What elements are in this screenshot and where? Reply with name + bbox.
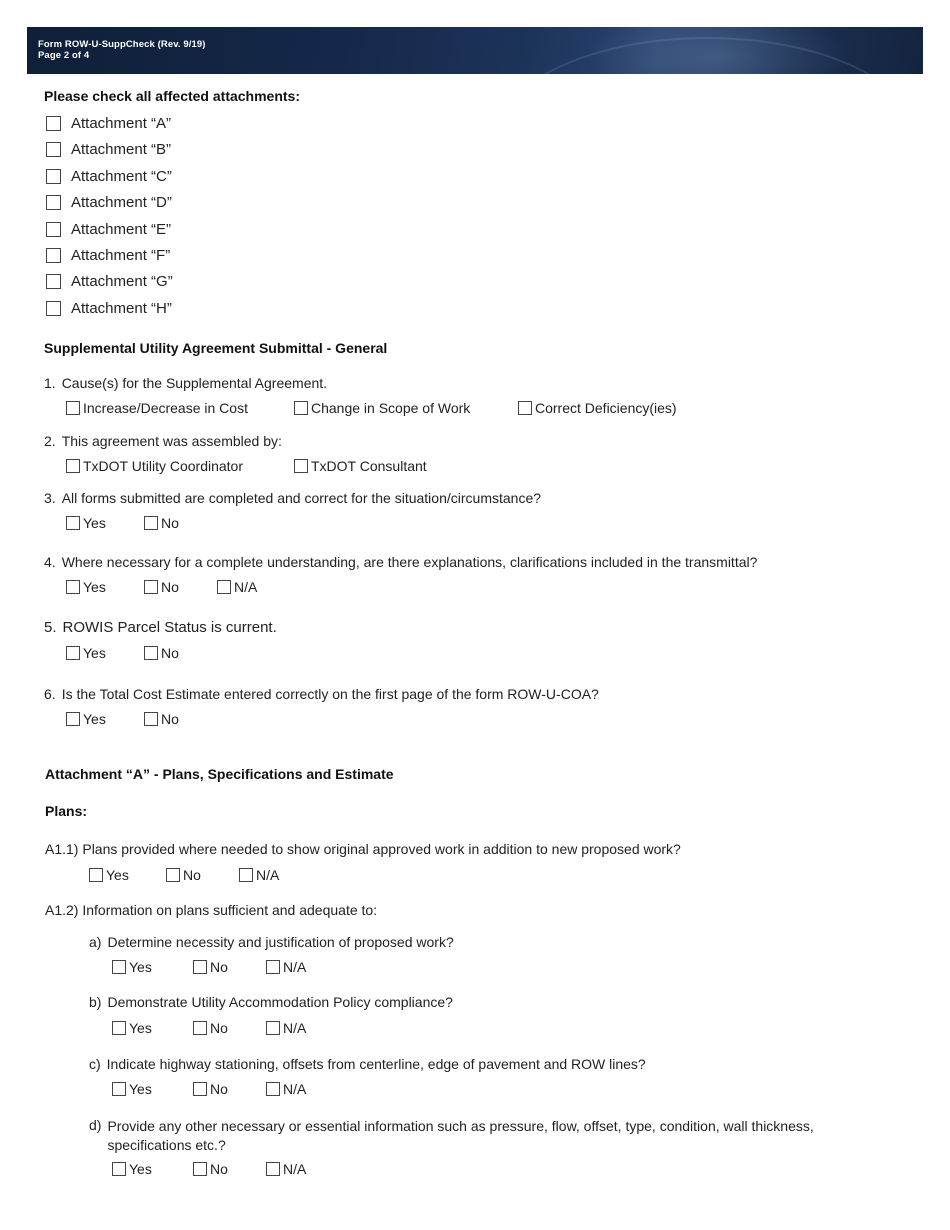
- option-label: No: [210, 1020, 228, 1036]
- subquestion-text: Demonstrate Utility Accommodation Policy compliance?: [107, 994, 453, 1010]
- question-4-options: [66, 579, 257, 595]
- option-correct-deficiency[interactable]: [518, 400, 677, 416]
- question-number: 3.: [44, 490, 56, 506]
- option-yes[interactable]: [112, 1161, 193, 1177]
- question-number: A1.1): [45, 841, 79, 857]
- option-no[interactable]: [144, 645, 179, 661]
- checkbox-icon[interactable]: [266, 960, 280, 974]
- subquestion-letter: a): [89, 934, 102, 950]
- option-increase-decrease-cost[interactable]: [66, 400, 294, 416]
- option-na[interactable]: [239, 867, 279, 883]
- question-5: [44, 619, 277, 636]
- checkbox-icon[interactable]: [144, 580, 158, 594]
- form-title: Form ROW-U-SuppCheck (Rev. 9/19): [38, 39, 206, 50]
- question-a1-1-options: [89, 867, 279, 883]
- question-2: [44, 433, 282, 449]
- checkbox-icon[interactable]: [46, 274, 61, 289]
- question-4: [44, 554, 757, 570]
- question-text: Cause(s) for the Supplemental Agreement.: [61, 375, 328, 391]
- checkbox-icon[interactable]: [46, 116, 61, 131]
- checkbox-icon[interactable]: [193, 1082, 207, 1096]
- attachment-f-checkbox[interactable]: [46, 247, 170, 264]
- option-na[interactable]: [217, 579, 257, 595]
- attachment-h-checkbox[interactable]: [46, 300, 172, 317]
- subquestion-text: Provide any other necessary or essential information such as pressure, flow, offset, type, condition, wall thickness, specifications etc.?: [107, 1118, 814, 1153]
- subquestion-d-options: [112, 1161, 306, 1177]
- attachment-g-checkbox[interactable]: [46, 273, 173, 290]
- question-1-options: [66, 400, 677, 416]
- option-label: Yes: [129, 959, 152, 975]
- option-label: No: [210, 1161, 228, 1177]
- option-yes[interactable]: [66, 711, 144, 727]
- attachment-label: Attachment “H”: [71, 300, 172, 317]
- question-text: Is the Total Cost Estimate entered correctly on the first page of the form ROW-U-COA?: [61, 686, 599, 702]
- plans-heading: Plans:: [45, 803, 88, 819]
- checkbox-icon[interactable]: [66, 646, 80, 660]
- option-label: Yes: [129, 1081, 152, 1097]
- checkbox-icon[interactable]: [193, 1162, 207, 1176]
- checkbox-icon[interactable]: [89, 868, 103, 882]
- option-no[interactable]: [144, 711, 179, 727]
- option-label: N/A: [283, 959, 307, 975]
- option-yes[interactable]: [112, 1020, 193, 1036]
- checkbox-icon[interactable]: [66, 580, 80, 594]
- attachment-b-checkbox[interactable]: [46, 141, 171, 158]
- checkbox-icon[interactable]: [46, 169, 61, 184]
- option-na[interactable]: [266, 1161, 306, 1177]
- subquestion-c-options: [112, 1081, 306, 1097]
- option-label: No: [161, 515, 179, 531]
- attachment-a-heading: Attachment “A” - Plans, Specifications and Estimate: [45, 766, 394, 782]
- subquestion-d: [89, 1117, 867, 1155]
- question-text: Information on plans sufficient and adequate to:: [82, 902, 378, 918]
- option-label: No: [161, 711, 179, 727]
- question-text: All forms submitted are completed and correct for the situation/circumstance?: [61, 490, 542, 506]
- option-label: No: [161, 579, 179, 595]
- option-yes[interactable]: [112, 959, 193, 975]
- question-number: A1.2): [45, 902, 79, 918]
- subquestion-b-options: [112, 1020, 306, 1036]
- question-3: [44, 490, 541, 506]
- option-label: No: [210, 959, 228, 975]
- option-no[interactable]: [193, 1081, 266, 1097]
- attachment-label: Attachment “G”: [71, 273, 173, 290]
- header-arc-decoration: [497, 37, 917, 74]
- option-na[interactable]: [266, 959, 306, 975]
- attachment-label: Attachment “F”: [71, 247, 171, 264]
- subquestion-letter: d): [89, 1117, 102, 1133]
- option-na[interactable]: [266, 1020, 306, 1036]
- question-text: This agreement was assembled by:: [61, 433, 282, 449]
- checkbox-icon[interactable]: [144, 646, 158, 660]
- checkbox-icon[interactable]: [66, 459, 80, 473]
- option-yes[interactable]: [66, 645, 144, 661]
- question-text: Plans provided where needed to show original approved work in addition to new proposed work?: [82, 841, 681, 857]
- page-number: Page 2 of 4: [38, 50, 90, 61]
- option-yes[interactable]: [66, 515, 144, 531]
- question-number: 1.: [44, 375, 56, 391]
- checkbox-icon[interactable]: [266, 1021, 280, 1035]
- option-no[interactable]: [144, 515, 179, 531]
- question-6-options: [66, 711, 179, 727]
- subquestion-text: Indicate highway stationing, offsets from centerline, edge of pavement and ROW lines?: [106, 1056, 646, 1072]
- option-label: N/A: [283, 1081, 307, 1097]
- option-no[interactable]: [193, 1020, 266, 1036]
- question-3-options: [66, 515, 179, 531]
- option-txdot-utility-coordinator[interactable]: [66, 458, 294, 474]
- option-no[interactable]: [144, 579, 217, 595]
- attachment-a-checkbox[interactable]: [46, 115, 171, 132]
- form-header-banner: [27, 27, 923, 74]
- attachment-c-checkbox[interactable]: [46, 168, 172, 185]
- checkbox-icon[interactable]: [193, 960, 207, 974]
- option-label: TxDOT Consultant: [311, 458, 427, 474]
- option-label: Yes: [83, 711, 106, 727]
- option-yes[interactable]: [66, 579, 144, 595]
- question-a1-2: [45, 902, 377, 918]
- checkbox-icon[interactable]: [46, 301, 61, 316]
- question-text: Where necessary for a complete understanding, are there explanations, clarifications included in the transmittal?: [61, 554, 758, 570]
- option-label: N/A: [234, 579, 258, 595]
- question-1: [44, 375, 327, 391]
- attachment-label: Attachment “A”: [71, 115, 172, 132]
- checkbox-icon[interactable]: [217, 580, 231, 594]
- option-no[interactable]: [193, 1161, 266, 1177]
- question-text: ROWIS Parcel Status is current.: [62, 619, 277, 636]
- checkbox-icon[interactable]: [266, 1082, 280, 1096]
- option-label: Yes: [83, 579, 106, 595]
- option-yes[interactable]: [89, 867, 166, 883]
- checkbox-icon[interactable]: [193, 1021, 207, 1035]
- option-label: Change in Scope of Work: [311, 400, 471, 416]
- attachments-heading: Please check all affected attachments:: [44, 88, 301, 104]
- option-label: Increase/Decrease in Cost: [83, 400, 248, 416]
- question-6: [44, 686, 599, 702]
- checkbox-icon[interactable]: [112, 960, 126, 974]
- subquestion-letter: b): [89, 994, 102, 1010]
- option-label: TxDOT Utility Coordinator: [83, 458, 244, 474]
- checkbox-icon[interactable]: [294, 459, 308, 473]
- option-txdot-consultant[interactable]: [294, 458, 427, 474]
- question-number: 4.: [44, 554, 56, 570]
- option-yes[interactable]: [112, 1081, 193, 1097]
- attachment-label: Attachment “E”: [71, 221, 172, 238]
- checkbox-icon[interactable]: [112, 1082, 126, 1096]
- checkbox-icon[interactable]: [66, 712, 80, 726]
- checkbox-icon[interactable]: [112, 1162, 126, 1176]
- option-change-scope[interactable]: [294, 400, 518, 416]
- checkbox-icon[interactable]: [46, 142, 61, 157]
- checkbox-icon[interactable]: [46, 222, 61, 237]
- checkbox-icon[interactable]: [112, 1021, 126, 1035]
- general-section-heading: Supplemental Utility Agreement Submittal - General: [44, 340, 388, 356]
- checkbox-icon[interactable]: [266, 1162, 280, 1176]
- option-na[interactable]: [266, 1081, 306, 1097]
- question-number: 5.: [44, 619, 57, 636]
- checkbox-icon[interactable]: [166, 868, 180, 882]
- attachment-d-checkbox[interactable]: [46, 194, 172, 211]
- subquestion-b: [89, 994, 453, 1010]
- checkbox-icon[interactable]: [46, 248, 61, 263]
- checkbox-icon[interactable]: [46, 195, 61, 210]
- subquestion-c: [89, 1056, 646, 1072]
- checkbox-icon[interactable]: [144, 516, 158, 530]
- option-label: N/A: [256, 867, 280, 883]
- option-label: Yes: [83, 515, 106, 531]
- checkbox-icon[interactable]: [66, 516, 80, 530]
- option-no[interactable]: [166, 867, 239, 883]
- option-label: No: [210, 1081, 228, 1097]
- checkbox-icon[interactable]: [294, 401, 308, 415]
- option-label: No: [183, 867, 201, 883]
- question-2-options: [66, 458, 427, 474]
- option-label: Yes: [106, 867, 129, 883]
- attachment-label: Attachment “D”: [71, 194, 172, 211]
- question-number: 6.: [44, 686, 56, 702]
- option-label: No: [161, 645, 179, 661]
- subquestion-a-options: [112, 959, 306, 975]
- question-number: 2.: [44, 433, 56, 449]
- option-label: N/A: [283, 1020, 307, 1036]
- option-label: Correct Deficiency(ies): [535, 400, 677, 416]
- option-label: N/A: [283, 1161, 307, 1177]
- question-5-options: [66, 645, 179, 661]
- option-label: Yes: [83, 645, 106, 661]
- attachment-label: Attachment “B”: [71, 141, 172, 158]
- attachment-e-checkbox[interactable]: [46, 221, 171, 238]
- checkbox-icon[interactable]: [144, 712, 158, 726]
- attachment-label: Attachment “C”: [71, 168, 172, 185]
- checkbox-icon[interactable]: [239, 868, 253, 882]
- checkbox-icon[interactable]: [518, 401, 532, 415]
- checkbox-icon[interactable]: [66, 401, 80, 415]
- subquestion-a: [89, 934, 454, 950]
- subquestion-letter: c): [89, 1056, 101, 1072]
- subquestion-text: Determine necessity and justification of proposed work?: [107, 934, 454, 950]
- question-a1-1: [45, 841, 681, 857]
- option-no[interactable]: [193, 959, 266, 975]
- option-label: Yes: [129, 1020, 152, 1036]
- option-label: Yes: [129, 1161, 152, 1177]
